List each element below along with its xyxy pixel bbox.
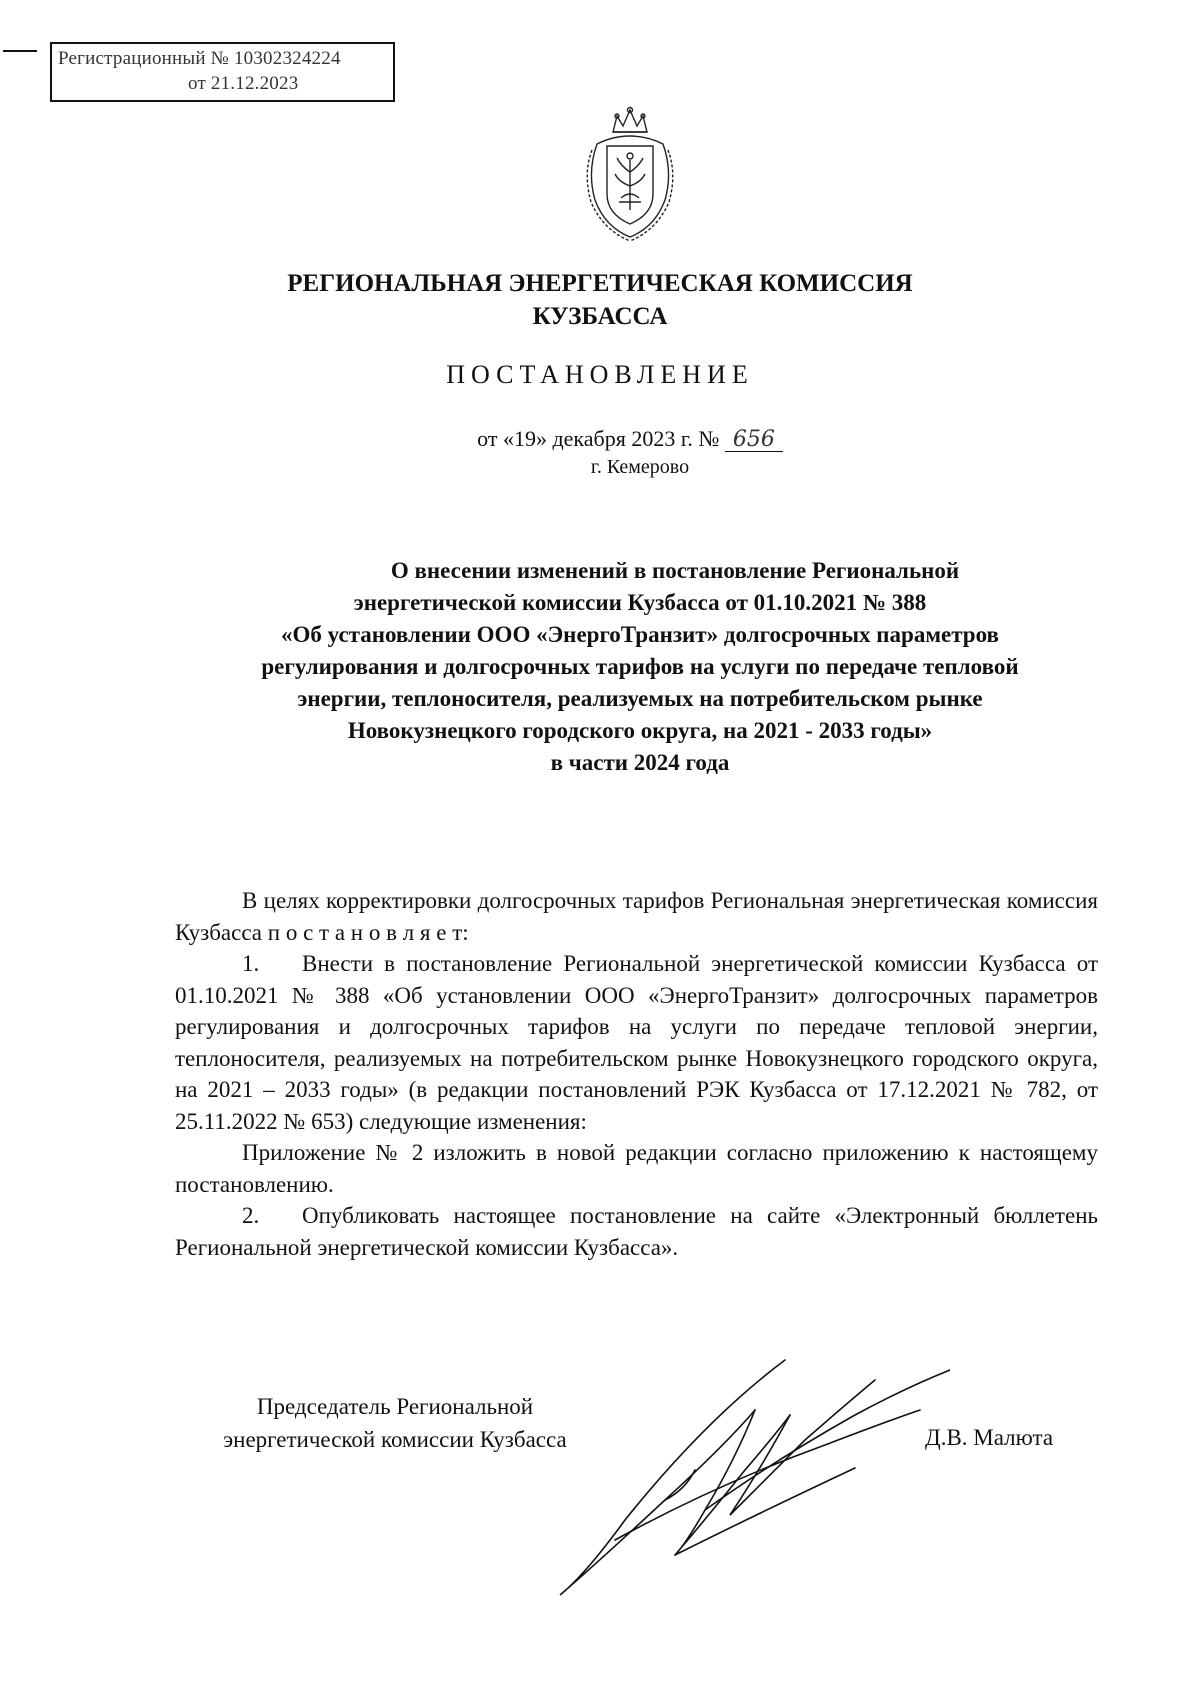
signatory-position bbox=[180, 1390, 610, 1456]
registration-date: от 21.12.2023 bbox=[188, 73, 299, 94]
item-1-paragraph bbox=[175, 948, 1098, 1137]
stamp-dash bbox=[3, 50, 37, 52]
organization-title-line2: КУЗБАССА bbox=[532, 303, 668, 330]
coat-of-arms-icon bbox=[575, 102, 685, 242]
item-2-paragraph bbox=[175, 1200, 1098, 1263]
registration-stamp bbox=[50, 42, 395, 102]
subject-line: Новокузнецкого городского округа, на 2021 - 2033 годы» bbox=[347, 718, 933, 743]
document-type: ПОСТАНОВЛЕНИЕ bbox=[446, 360, 754, 389]
subject-line: О внесении изменений в постановление Региональной bbox=[390, 558, 960, 583]
signatory-position-line2: энергетической комиссии Кузбасса bbox=[223, 1427, 567, 1452]
item-1-text: Внести в постановление Региональной энергетической комиссии Кузбасса от 01.10.2021 № 388 «Об установлении ООО «ЭнергоТранзит» долгосрочных параметров регулирования и долгосрочных тарифов на услуги по передаче тепловой энергии, теплоносителя, реализуемых на потребительском рынке Новокузнецкого городского округа, на 2021 – 2033 годы» (в редакции постановлений РЭК Кузбасса от 17.12.2021 № 782, от 25.11.2022 № 653) следующие изменения: bbox=[175, 951, 1098, 1134]
organization-title-line1: РЕГИОНАЛЬНАЯ ЭНЕРГЕТИЧЕСКАЯ КОМИССИЯ bbox=[287, 270, 913, 297]
subject-line: энергетической комиссии Кузбасса от 01.10.2021 № 388 bbox=[353, 590, 927, 615]
item-2-number: 2. bbox=[242, 1203, 260, 1228]
intro-paragraph: В целях корректировки долгосрочных тарифов Региональная энергетическая комиссия Кузбасса п о с т а н о в л я е т: bbox=[175, 888, 1098, 945]
document-body bbox=[175, 885, 1098, 1263]
document-date: от «19» декабря 2023 г. № bbox=[477, 426, 720, 451]
organization-title bbox=[100, 267, 1100, 333]
subject-line: в части 2024 года bbox=[550, 750, 730, 775]
registration-number: Регистрационный № 10302324224 bbox=[58, 48, 341, 69]
handwritten-signature bbox=[555, 1350, 950, 1605]
item-1-number: 1. bbox=[242, 951, 260, 976]
item-1-subparagraph: Приложение № 2 изложить в новой редакции согласно приложению к настоящему постановлению. bbox=[175, 1140, 1098, 1197]
subject-line: «Об установлении ООО «ЭнергоТранзит» долгосрочных параметров bbox=[281, 622, 999, 647]
subject-line: регулирования и долгосрочных тарифов на услуги по передаче тепловой bbox=[261, 654, 1019, 679]
document-number: 656 bbox=[725, 429, 783, 452]
subject-line: энергии, теплоносителя, реализуемых на потребительском рынке bbox=[297, 686, 983, 711]
item-2-text: Опубликовать настоящее постановление на сайте «Электронный бюллетень Региональной энергетической комиссии Кузбасса». bbox=[175, 1203, 1098, 1260]
signatory-name: Д.В. Малюта bbox=[925, 1425, 1054, 1450]
document-city: г. Кемерово bbox=[590, 456, 690, 478]
document-date-line bbox=[0, 426, 1200, 452]
document-subject bbox=[175, 555, 1105, 779]
signatory-position-line1: Председатель Региональной bbox=[256, 1394, 534, 1419]
